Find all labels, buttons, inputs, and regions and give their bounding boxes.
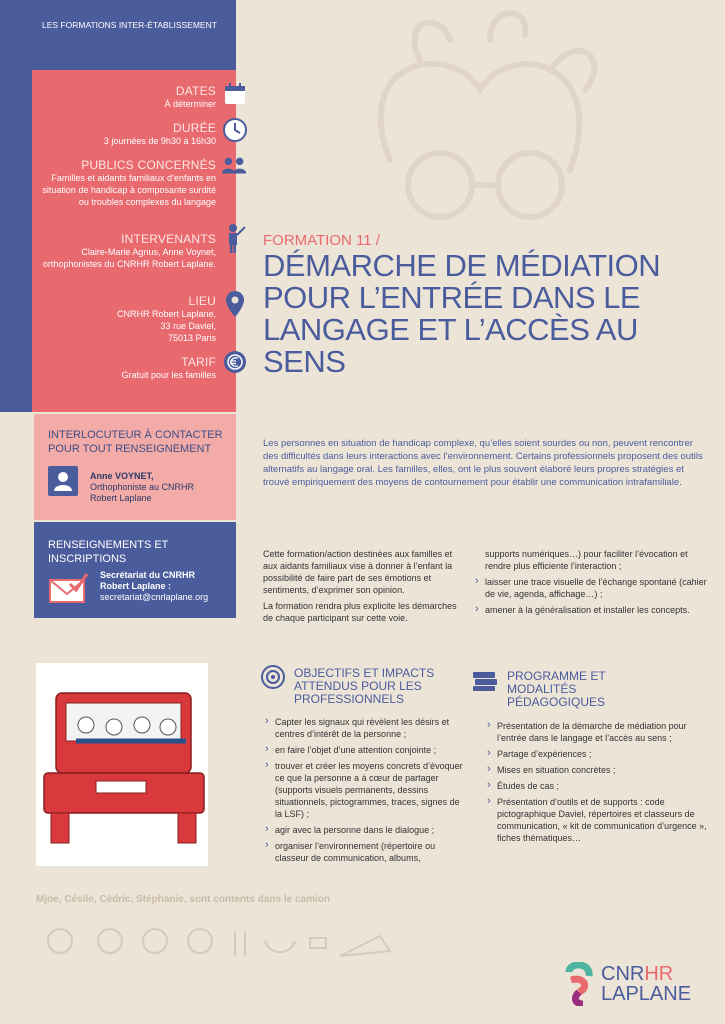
doodle-strip-illustration (40, 916, 400, 966)
body-paragraph-2: La formation rendra plus explicite les démarches de chaque participant sur cette voie. (263, 601, 457, 623)
contact-details (90, 471, 220, 504)
tarif-label: TARIF (181, 355, 216, 369)
info-publics (32, 158, 216, 208)
series-label: LES FORMATIONS INTER-ÉTABLISSEMENT (42, 20, 217, 30)
contact-title: INTERLOCUTEUR À CONTACTER POUR TOUT RENSEIGNEMENT (48, 429, 223, 455)
list-item: › agir avec la personne dans le dialogue ; (263, 824, 468, 836)
dates-value: À déterminer (164, 99, 216, 109)
objectifs-list (263, 716, 468, 868)
info-lieu (32, 294, 216, 344)
logo-mark-icon (565, 962, 595, 1006)
doodle-face-illustration (330, 0, 630, 240)
contact-name: Anne VOYNET, (90, 471, 154, 481)
list-item: › organiser l’environnement (répertoire ou classeur de communication, albums, (263, 840, 468, 864)
body-list (473, 576, 708, 616)
dates-label: DATES (175, 84, 216, 98)
list-item: › amener à la généralisation et installer les concepts. (473, 604, 708, 616)
lieu-line3: 75013 Paris (167, 333, 216, 343)
registration-details (100, 570, 208, 603)
list-item: › Présentation de la démarche de médiation pour l’entrée dans le langage et l’accès au sens ; (485, 720, 707, 744)
list-item: › en faire l’objet d’une attention conjointe ; (263, 744, 468, 756)
info-tarif (32, 355, 216, 381)
clock-icon (221, 116, 249, 144)
duree-label: DURÉE (172, 121, 216, 135)
programme-list (485, 720, 707, 848)
list-item: › laisser une trace visuelle de l’échange spontané (cahier de vie, agenda, affichage…) ; (473, 576, 708, 600)
logo-hr: HR (644, 963, 674, 985)
objectifs-heading: OBJECTIFS ET IMPACTS ATTENDUS POUR LES PROFESSIONNELS (294, 666, 435, 706)
list-item: › Mises en situation concrètes ; (485, 764, 707, 776)
contact-role: Orthophoniste au CNRHR Robert Laplane (90, 482, 195, 503)
body-right (473, 548, 708, 620)
formation-number: FORMATION 11 / (263, 232, 380, 249)
publics-label: PUBLICS CONCERNÉS (81, 158, 216, 172)
duree-value: 3 journées de 9h30 à 16h30 (103, 136, 216, 146)
logo-laplane: LAPLANE (601, 983, 692, 1005)
logo-cnr: CNR (601, 963, 645, 985)
presenter-icon (221, 224, 249, 252)
mail-icon (48, 572, 88, 609)
books-icon (471, 668, 499, 697)
tarif-value: Gratuit pour les familles (121, 370, 216, 380)
target-icon (260, 664, 286, 695)
publics-value: Familles et aidants familiaux d’enfants en situation de handicap à composante surdité ou troubles complexes du langage (42, 173, 216, 207)
truck-drawing (36, 663, 208, 866)
list-item: › Capter les signaux qui révèlent les désirs et centres d’intérêt de la personne ; (263, 716, 468, 740)
lieu-line1: CNRHR Robert Laplane, (116, 309, 216, 319)
photo-caption: Mjoe, Césile, Cédric, Stéphanie, sont contents dans le camion (36, 894, 330, 905)
contact-box (34, 414, 236, 520)
intervenants-value: Claire-Marie Agnus, Anne Voynet, orthophonistes du CNRHR Robert Laplane. (42, 247, 216, 269)
body-left (263, 548, 463, 628)
location-pin-icon (221, 290, 249, 318)
lieu-line2: 33 rue Daviel, (160, 321, 216, 331)
registration-box (34, 522, 236, 618)
list-item: › Partage d’expériences ; (485, 748, 707, 760)
registration-email[interactable]: secretariat@cnrlaplane.org (100, 592, 209, 602)
list-item: › trouver et créer les moyens concrets d’évoquer ce que la personne a à cœur de partager (supports visuels permanents, dessins situationnels, pictogrammes, traces, signes de la LSF) ; (263, 760, 468, 820)
info-intervenants (32, 232, 216, 270)
coin-icon (221, 348, 249, 376)
list-item: › Présentation d’outils et de supports : code pictographique Daviel, répertoires et classeurs de communication, « kit de communication d’urgence », fiches thématiques… (485, 796, 707, 844)
info-duree (32, 121, 216, 147)
registration-title: RENSEIGNEMENTS ET INSCRIPTIONS (48, 539, 169, 565)
header-band (0, 0, 236, 70)
list-item: › Études de cas ; (485, 780, 707, 792)
lieu-label: LIEU (188, 294, 216, 308)
programme-heading: PROGRAMME ET MODALITÉS PÉDAGOGIQUES (507, 669, 606, 709)
body-paragraph-1: Cette formation/action destinées aux familles et aux aidants familiaux vise à donner à l’enfant la possibilité de faire part de ses émotions et sentiments, d’exprimer son opinion. (263, 549, 453, 595)
people-icon (221, 152, 249, 180)
registration-org: Secrétariat du CNRHR Robert Laplane : (100, 570, 196, 591)
intro-paragraph: Les personnes en situation de handicap complexe, qu’elles soient sourdes ou non, peuvent rencontrer des difficultés dans leurs interactions avec l’environnement. Certains professionnels proposent des outils alternatifs au langage oral. Les familles, elles, ont le plus souvent élaboré leurs propres stratégies et trouvé empiriquement des moyens de contournement pour établir une communication intrafamiliale. (263, 438, 703, 488)
info-dates (32, 84, 216, 110)
calendar-icon (221, 80, 249, 108)
side-band (0, 70, 32, 412)
intervenants-label: INTERVENANTS (121, 232, 216, 246)
body-continuation: supports numériques…) pour faciliter l’évocation et rendre plus efficiente l’interaction ; (485, 549, 688, 571)
user-icon (48, 466, 78, 496)
page-title: DÉMARCHE DE MÉDIATION POUR L’ENTRÉE DANS LE LANGAGE ET L’ACCÈS AU SENS (263, 248, 661, 379)
